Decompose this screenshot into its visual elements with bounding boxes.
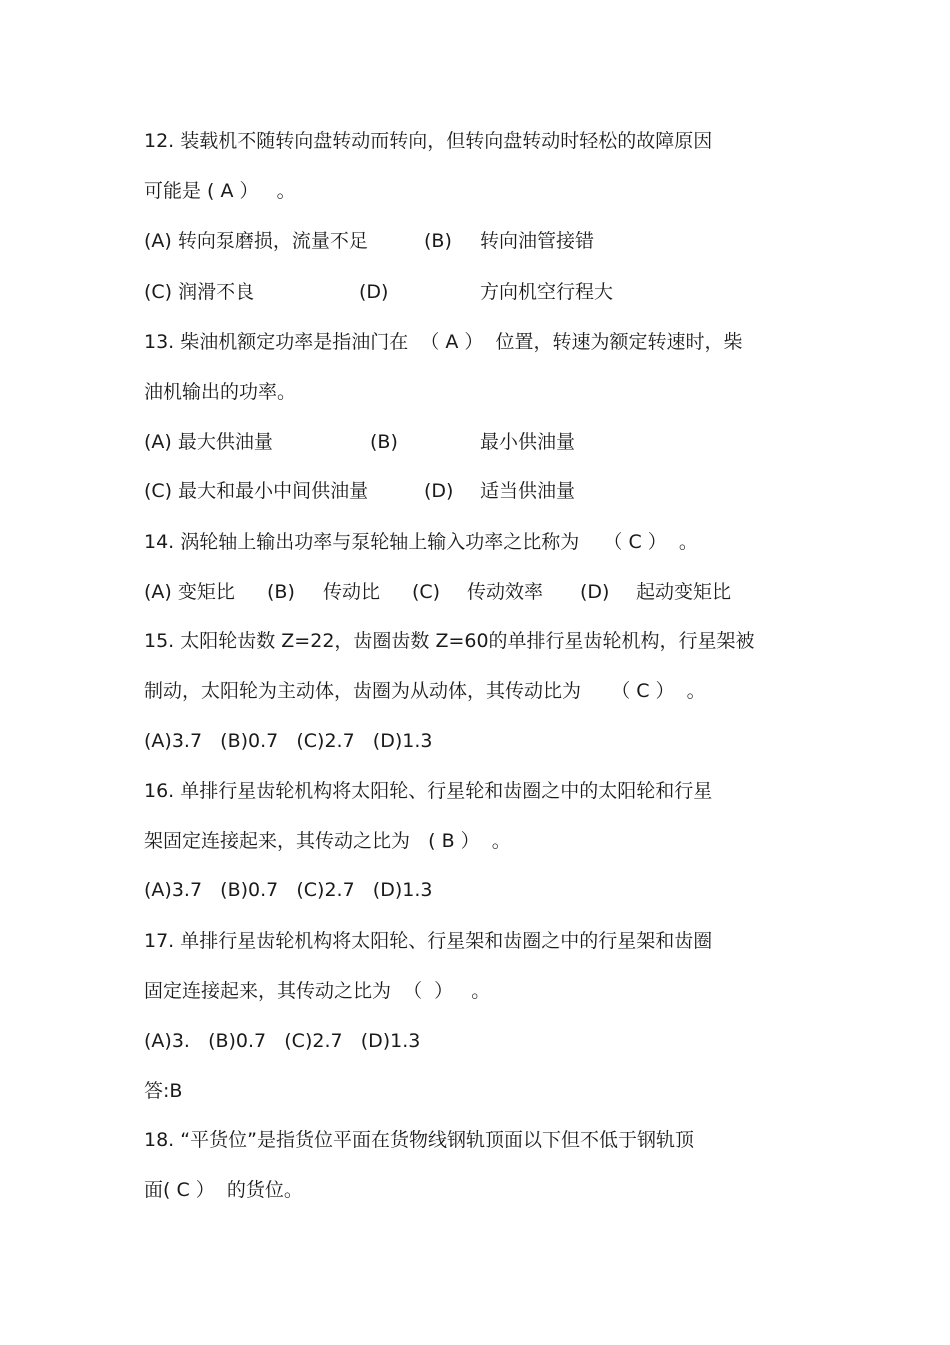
question-12-options-cd xyxy=(144,277,784,307)
option-c-label: (C) xyxy=(412,581,441,603)
question-15-options: (A)3.7 (B)0.7 (C)2.7 (D)1.3 xyxy=(144,730,433,752)
question-13-line-1: 13. 柴油机额定功率是指油门在 （ A ） 位置，转速为额定转速时，柴 xyxy=(144,331,743,353)
option-d-text: 起动变矩比 xyxy=(636,581,732,603)
question-15-line-1: 15. 太阳轮齿数 Z=22，齿圈齿数 Z=60的单排行星齿轮机构，行星架被 xyxy=(144,630,755,652)
question-12-line-2: 可能是 ( A ） 。 xyxy=(144,180,296,202)
option-b-text: 转向油管接错 xyxy=(480,230,595,252)
question-12-line-1: 12. 装载机不随转向盘转动而转向，但转向盘转动时轻松的故障原因 xyxy=(144,130,713,152)
option-b-label: (B) xyxy=(424,230,452,252)
option-d-label: (D) xyxy=(424,480,454,502)
option-a: (A) 变矩比 xyxy=(144,581,235,603)
question-16-line-1: 16. 单排行星齿轮机构将太阳轮、行星轮和齿圈之中的太阳轮和行星 xyxy=(144,780,713,802)
question-18-line-2: 面( C ） 的货位。 xyxy=(144,1179,303,1201)
question-16-options: (A)3.7 (B)0.7 (C)2.7 (D)1.3 xyxy=(144,879,433,901)
question-13-options-ab xyxy=(144,427,784,457)
question-17-line-2: 固定连接起来，其传动之比为 （ ） 。 xyxy=(144,980,491,1002)
question-16-line-2: 架固定连接起来，其传动之比为 ( B ） 。 xyxy=(144,830,511,852)
option-d-text: 适当供油量 xyxy=(480,480,576,502)
question-18-line-1: 18. “平货位”是指货位平面在货物线钢轨顶面以下但不低于钢轨顶 xyxy=(144,1129,694,1151)
option-a: (A) 转向泵磨损，流量不足 xyxy=(144,230,368,252)
question-13-line-2: 油机输出的功率。 xyxy=(144,381,297,403)
option-d-text: 方向机空行程大 xyxy=(480,281,614,303)
option-c: (C) 润滑不良 xyxy=(144,281,255,303)
option-b-text: 最小供油量 xyxy=(480,431,576,453)
option-d-label: (D) xyxy=(580,581,610,603)
question-14-line-1: 14. 涡轮轴上输出功率与泵轮轴上输入功率之比称为 （ C ） 。 xyxy=(144,531,698,553)
option-d-label: (D) xyxy=(359,281,389,303)
question-17-answer: 答:B xyxy=(144,1080,183,1102)
question-14-options xyxy=(144,577,784,607)
option-c-text: 传动效率 xyxy=(467,581,544,603)
option-b-label: (B) xyxy=(370,431,398,453)
option-b-label: (B) xyxy=(267,581,295,603)
option-b-text: 传动比 xyxy=(323,581,381,603)
question-15-line-2: 制动，太阳轮为主动体，齿圈为从动体，其传动比为 （ C ） 。 xyxy=(144,680,706,702)
option-a: (A) 最大供油量 xyxy=(144,431,273,453)
question-12-options-ab xyxy=(144,226,784,256)
question-17-line-1: 17. 单排行星齿轮机构将太阳轮、行星架和齿圈之中的行星架和齿圈 xyxy=(144,930,713,952)
question-17-options: (A)3. (B)0.7 (C)2.7 (D)1.3 xyxy=(144,1030,421,1052)
question-13-options-cd xyxy=(144,476,784,506)
option-c: (C) 最大和最小中间供油量 xyxy=(144,480,369,502)
